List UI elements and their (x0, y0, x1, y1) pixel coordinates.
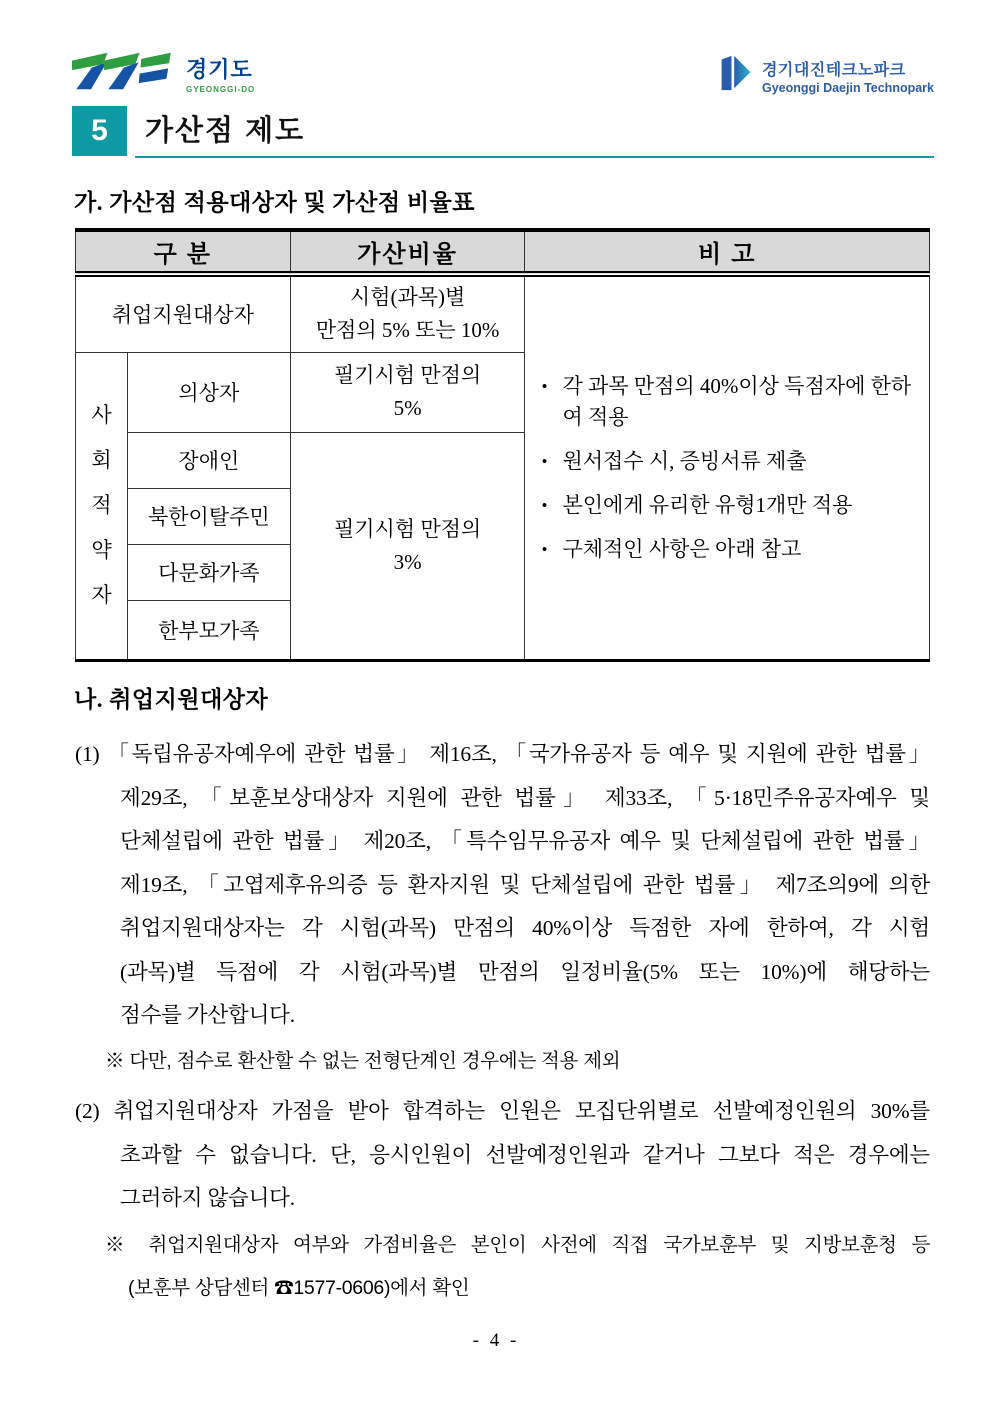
col-header-remark: 비 고 (525, 230, 930, 274)
paragraph-line: 점수를 가산합니다. (120, 1003, 295, 1027)
technopark-mark-icon (718, 52, 754, 99)
bullet-icon: • (541, 451, 548, 471)
note-line: (보훈부 상담센터 ☎1577-0606)에서 확인 (128, 1277, 470, 1299)
note-1 (105, 1040, 933, 1083)
technopark-logo-title: 경기대진테크노파크 (761, 61, 906, 79)
technopark-logo-text (762, 57, 934, 95)
technopark-logo-subtitle: Gyeonggi Daejin Technopark (761, 80, 934, 95)
cell-social-minority-label: 사 회 적 약 자 (76, 352, 128, 660)
remark-item: • 본인에게 유리한 유형1개만 적용 (541, 490, 915, 521)
paragraph-line: (2) 취업지원대상자 가점을 받아 합격하는 인원은 모집단위별로 선발예정인원의 30%를 (75, 1099, 930, 1123)
gyeonggi-logo-title: 경기도 (186, 57, 253, 82)
table-header-row (76, 230, 930, 274)
table-row (76, 274, 930, 352)
col-header-ratio: 가산비율 (290, 230, 525, 274)
bonus-point-table (75, 228, 930, 662)
bullet-icon: • (541, 539, 548, 559)
section-title: 가산점 제도 (145, 115, 306, 147)
heading-ga: 가. 가산점 적용대상자 및 가산점 비율표 (74, 190, 475, 215)
note-line: ※ 다만, 점수로 환산할 수 없는 전형단계인 경우에는 적용 제외 (105, 1050, 621, 1072)
cell-ratio-5: 필기시험 만점의 5% (290, 352, 525, 432)
remark-item: • 원서접수 시, 증빙서류 제출 (541, 446, 915, 477)
gyeonggi-mark-icon (72, 48, 176, 99)
paragraph-1 (75, 733, 930, 1038)
paragraph-line: 그러하지 않습니다. (120, 1186, 295, 1210)
bullet-icon: • (541, 495, 548, 515)
gyeonggi-logo-subtitle: GYEONGGI-DO (186, 85, 256, 94)
paragraph-line: 단체설립에 관한 법률」 제20조, 「특수임무유공자 예우 및 단체설립에 관한 법률」 (120, 829, 930, 853)
paragraph-2 (75, 1090, 930, 1221)
paragraph-line: (1) 「독립유공자예우에 관한 법률」 제16조, 「국가유공자 등 예우 및 지원에 관한 법률」 (75, 742, 930, 766)
cell-sub-row: 한부모가족 (127, 600, 290, 660)
cell-sub-row: 북한이탈주민 (127, 488, 290, 544)
cell-remarks (525, 274, 930, 660)
section-number-badge: 5 (72, 106, 127, 156)
cell-sub-row: 장애인 (127, 432, 290, 488)
paragraph-line: 제29조, 「보훈보상대상자 지원에 관한 법률」 제33조, 「5·18민주유공자예우 및 (120, 785, 930, 810)
gyeonggi-do-logo (72, 48, 255, 99)
paragraph-line: 취업지원대상자는 각 시험(과목) 만점의 40%이상 득점한 자에 한하여, 각 시험 (120, 916, 930, 940)
page-number: - 4 - (472, 1330, 520, 1351)
paragraph-line: 초과할 수 없습니다. 단, 응시인원이 선발예정인원과 같거나 그보다 적은 경우에는 (120, 1142, 930, 1167)
technopark-logo (718, 52, 934, 99)
cell-sub-row: 의상자 (127, 352, 290, 432)
cell-employment-support: 취업지원대상자 (76, 274, 291, 352)
note-line: ※ 취업지원대상자 여부와 가점비율은 본인이 사전에 직접 국가보훈부 및 지방보훈청 등 (105, 1234, 930, 1256)
page-header (72, 48, 934, 99)
bullet-icon: • (541, 376, 548, 396)
col-header-category: 구 분 (76, 230, 291, 274)
remark-item: • 구체적인 사항은 아래 참고 (541, 534, 915, 565)
cell-sub-row: 다문화가족 (127, 544, 290, 600)
note-2 (105, 1224, 933, 1310)
heading-na: 나. 취업지원대상자 (74, 687, 269, 712)
section-title-bar (72, 106, 934, 158)
cell-ratio-3: 필기시험 만점의 3% (290, 432, 525, 660)
cell-ratio-5-10: 시험(과목)별 만점의 5% 또는 10% (290, 274, 525, 352)
paragraph-line: (과목)별 득점에 각 시험(과목)별 만점의 일정비율(5% 또는 10%)에 해당하는 (120, 959, 930, 984)
section-title-underline (135, 106, 934, 158)
remark-item: • 각 과목 만점의 40%이상 득점자에 한하여 적용 (541, 371, 915, 433)
paragraph-line: 제19조, 「고엽제후유의증 등 환자지원 및 단체설립에 관한 법률」 제7조의9에 의한 (120, 872, 930, 897)
gyeonggi-logo-text (186, 53, 255, 94)
